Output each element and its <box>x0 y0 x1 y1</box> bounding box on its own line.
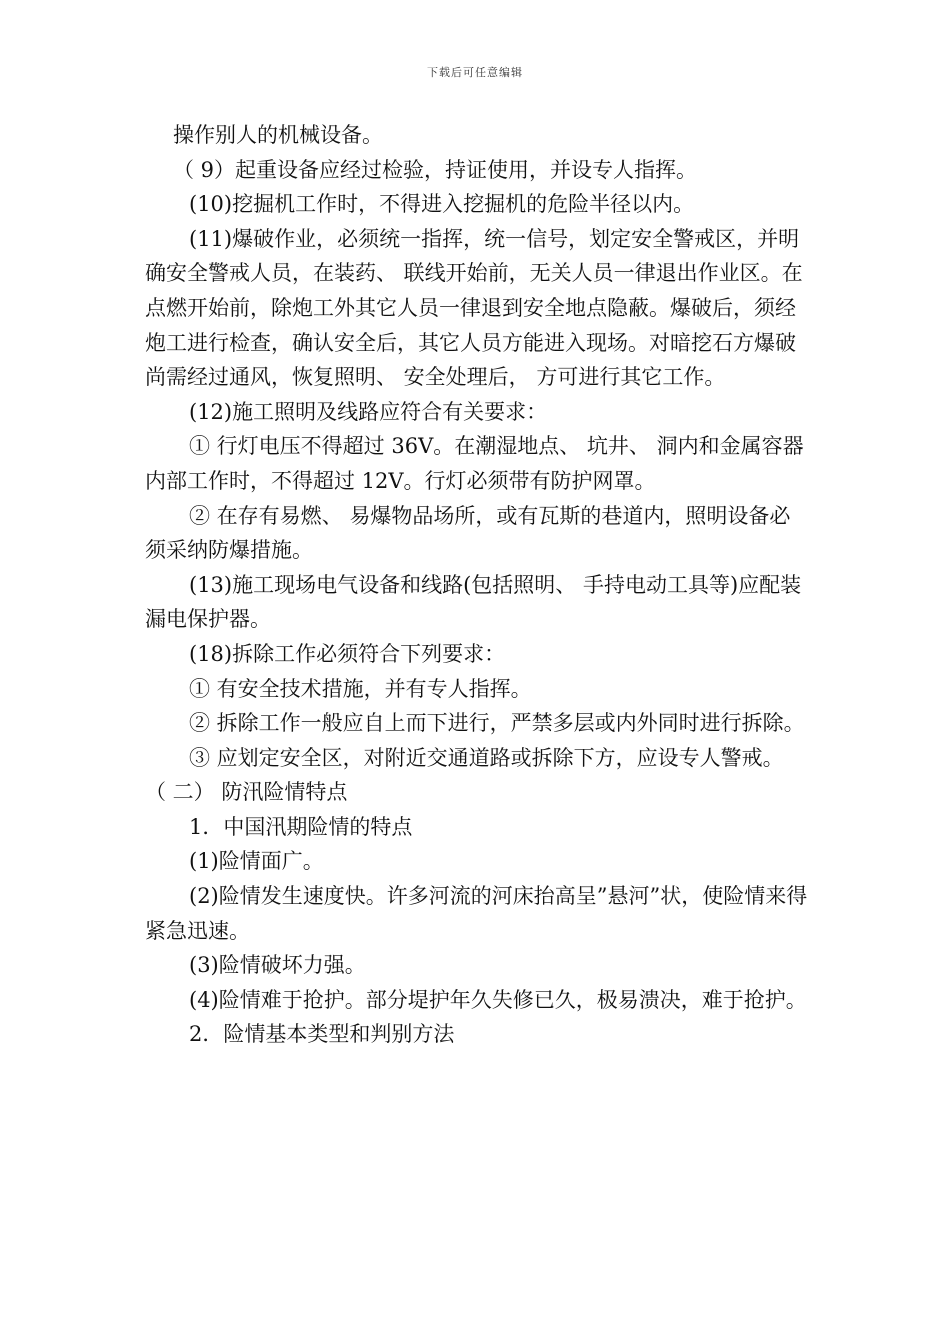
section-heading-2: （ 二） 防汛险情特点 <box>145 780 348 805</box>
paragraph-item-18-3: ③ 应划定安全区，对附近交通道路或拆除下方，应设专人警戒。 <box>189 745 784 770</box>
paragraph-item-13: (13)施工现场电气设备和线路(包括照明、 手持电动工具等)应配装漏电保护器。 <box>145 572 802 632</box>
paragraph-item-12-1: ① 行灯电压不得超过 36V。在潮湿地点、 坑井、 洞内和金属容器内部工作时，不得超过 12V。行灯必须带有防护网罩。 <box>145 434 804 493</box>
paragraph-risk-4: (4)险情难于抢护。部分堤护年久失修已久，极易溃决，难于抢护。 <box>189 987 807 1012</box>
paragraph-risk-3: (3)险情破坏力强。 <box>189 953 366 978</box>
paragraph-item-18: (18)拆除工作必须符合下列要求： <box>189 641 506 666</box>
paragraph-item-10: (10)挖掘机工作时，不得进入挖掘机的危险半径以内。 <box>189 192 695 217</box>
paragraph-item-18-2: ② 拆除工作一般应自上而下进行，严禁多层或内外同时进行拆除。 <box>189 711 805 736</box>
paragraph-item-18-1: ① 有安全技术措施，并有专人指挥。 <box>189 676 532 701</box>
subsection-heading-2: 2．险情基本类型和判别方法 <box>189 1022 455 1047</box>
page-header: 下载后可任意编辑 <box>427 66 523 79</box>
paragraph-continuation: 操作别人的机械设备。 <box>173 123 383 147</box>
document-body <box>145 118 810 1052</box>
paragraph-item-11: (11)爆破作业，必须统一指挥，统一信号，划定安全警戒区，并明确安全警戒人员，在装药、 联线开始前，无关人员一律退出作业区。在点燃开始前，除炮工外其它人员一律退到安全地点隐蔽。爆破后，须经炮工进行检查，确认安全后，其它人员方能进入现场。对暗挖石方爆破尚需经过通风，恢复照明、 安全处理后， 方可进行其它工作。 <box>145 226 803 390</box>
paragraph-item-12: (12)施工照明及线路应符合有关要求： <box>189 399 548 424</box>
paragraph-item-9: （ 9）起重设备应经过检验，持证使用，并设专人指挥。 <box>173 157 698 182</box>
paragraph-risk-2: (2)险情发生速度快。许多河流的河床抬高呈”悬河”状，使险情来得紧急迅速。 <box>145 884 808 943</box>
subsection-heading-1: 1．中国汛期险情的特点 <box>189 814 413 839</box>
paragraph-risk-1: (1)险情面广。 <box>189 849 324 874</box>
paragraph-item-12-2: ② 在存有易燃、 易爆物品场所，或有瓦斯的巷道内，照明设备必须采纳防爆措施。 <box>145 503 791 563</box>
